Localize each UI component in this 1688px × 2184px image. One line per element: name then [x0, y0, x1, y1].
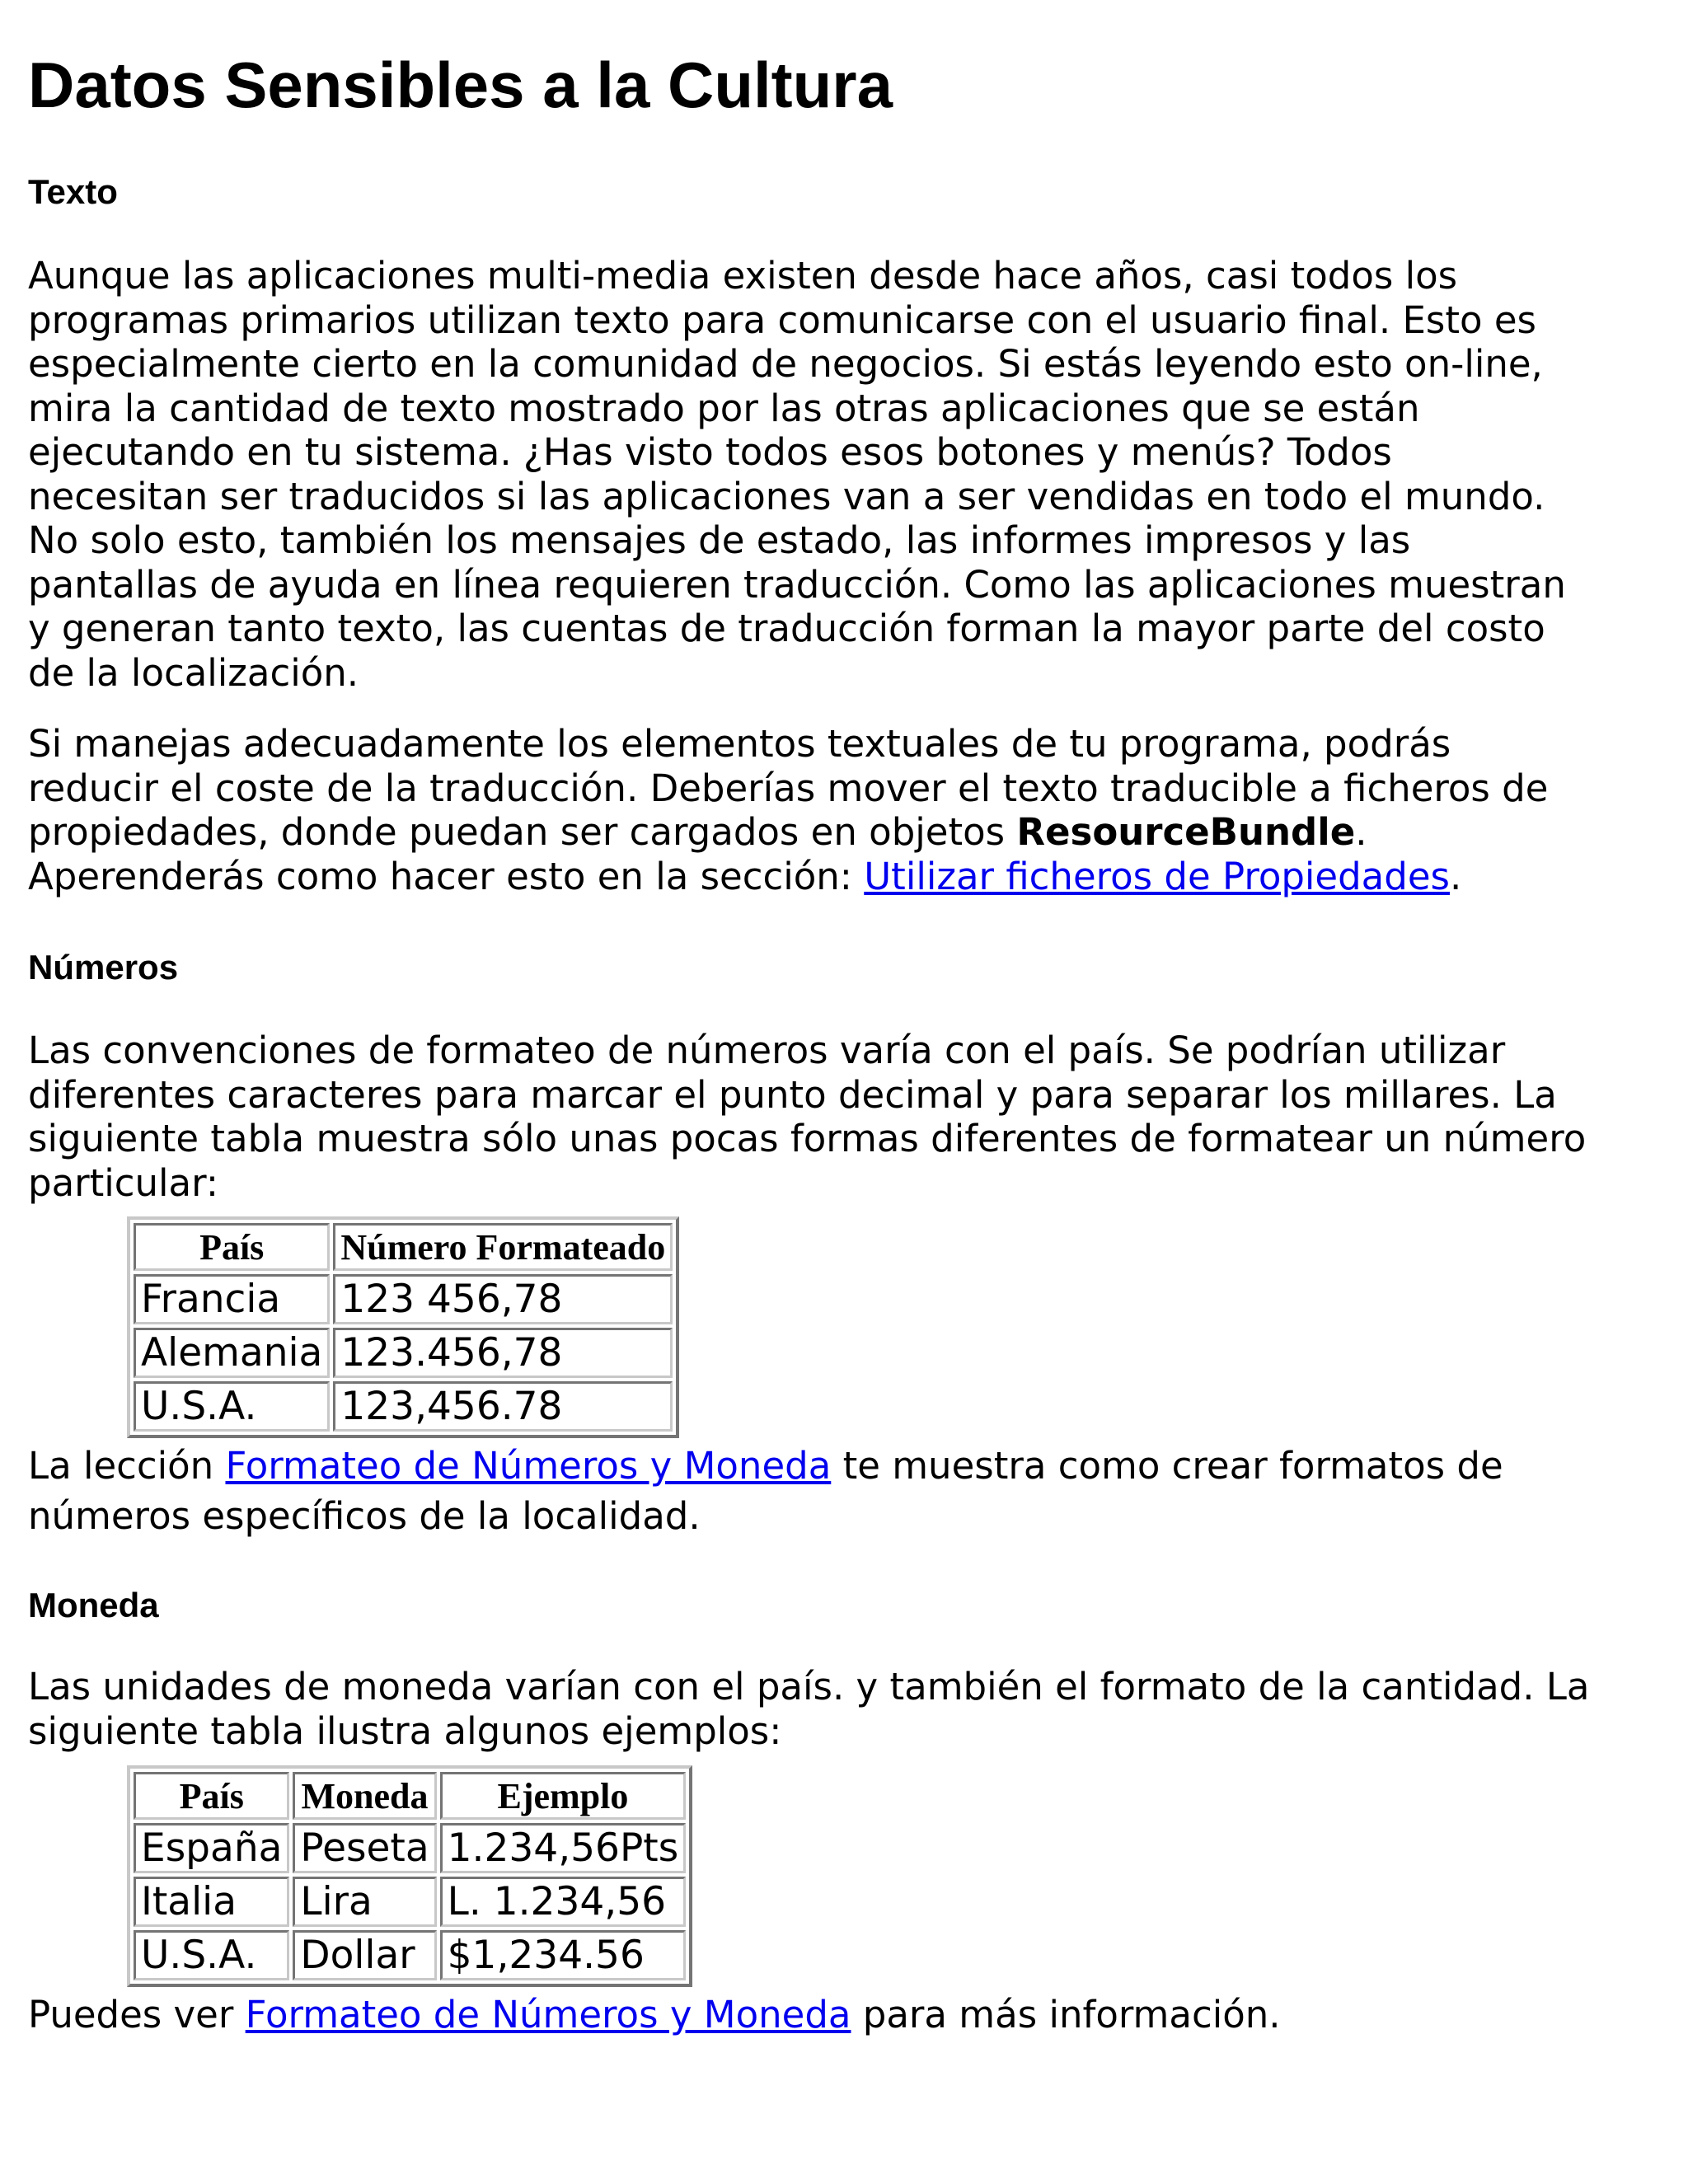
text-segment: Aperenderás como hacer esto en la sección:: [28, 854, 865, 898]
heading-texto: Texto: [28, 172, 118, 211]
text-segment: Puedes ver: [28, 1993, 246, 2036]
heading-moneda: Moneda: [28, 1586, 159, 1624]
resourcebundle-keyword: ResourceBundle: [1016, 810, 1356, 854]
link-formateo-numeros-moneda[interactable]: Formateo de Números y Moneda: [225, 1444, 832, 1488]
column-header-moneda: Moneda: [293, 1772, 436, 1820]
text-line: siguiente tabla ilustra algunos ejemplos:: [28, 1708, 782, 1753]
text-segment: te muestra como crear formatos de: [831, 1444, 1503, 1488]
table-cell: Italia: [134, 1877, 289, 1927]
table-row: [134, 1381, 673, 1432]
text-line: [28, 1441, 1668, 1491]
column-header-pais: País: [134, 1772, 289, 1820]
column-header-numero-formateado: Número Formateado: [333, 1223, 673, 1271]
text-line: [28, 810, 1668, 855]
paragraph-moneda-intro: [28, 1665, 1668, 1753]
table-cell: Alemania: [134, 1328, 330, 1378]
text-segment: .: [1355, 810, 1367, 854]
heading-numeros: Números: [28, 948, 179, 987]
text-line: programas primarios utilizan texto para comunicarse con el usuario final. Esto es: [28, 298, 1536, 342]
table-cell: $1,234.56: [440, 1930, 687, 1980]
paragraph-texto-2: [28, 722, 1668, 898]
number-format-table: [127, 1216, 679, 1438]
table-cell: L. 1.234,56: [440, 1877, 687, 1927]
text-segment: .: [1449, 854, 1462, 898]
table-row: [134, 1823, 686, 1873]
text-line: necesitan ser traducidos si las aplicaciones van a ser vendidas en todo el mundo.: [28, 474, 1545, 518]
table-cell: Peseta: [293, 1823, 436, 1873]
table-cell: 123 456,78: [333, 1274, 673, 1324]
text-line: Las unidades de moneda varían con el país. y también el formato de la cantidad. La: [28, 1665, 1590, 1708]
table-cell: 123,456.78: [333, 1381, 673, 1432]
table-cell: U.S.A.: [134, 1381, 330, 1432]
text-segment: para más información.: [851, 1993, 1281, 2036]
text-line: pantallas de ayuda en línea requieren traducción. Como las aplicaciones muestran: [28, 562, 1566, 607]
page-title: Datos Sensibles a la Cultura: [28, 49, 893, 121]
text-line: No solo esto, también los mensajes de estado, las informes impresos y las: [28, 518, 1411, 562]
text-line: ejecutando en tu sistema. ¿Has visto todos esos botones y menús? Todos: [28, 430, 1392, 474]
text-line: [28, 1993, 1668, 2037]
text-line: números específicos de la localidad.: [28, 1494, 701, 1538]
table-cell: Francia: [134, 1274, 330, 1324]
link-utilizar-ficheros-propiedades[interactable]: Utilizar ficheros de Propiedades: [864, 854, 1450, 898]
text-line: mira la cantidad de texto mostrado por las otras aplicaciones que se están: [28, 386, 1420, 430]
link-formateo-numeros-moneda-2[interactable]: Formateo de Números y Moneda: [245, 1993, 851, 2036]
paragraph-numeros-intro: [28, 1029, 1668, 1205]
currency-table: [127, 1765, 692, 1987]
table-header-row: [134, 1223, 673, 1271]
table-cell: U.S.A.: [134, 1930, 289, 1980]
table-cell: 1.234,56Pts: [440, 1823, 687, 1873]
table-row: [134, 1877, 686, 1927]
text-line: especialmente cierto en la comunidad de negocios. Si estás leyendo esto on-line,: [28, 342, 1543, 386]
table-cell: 123.456,78: [333, 1328, 673, 1378]
table-row: [134, 1328, 673, 1378]
column-header-ejemplo: Ejemplo: [440, 1772, 687, 1820]
paragraph-texto-1: [28, 254, 1668, 695]
column-header-pais: País: [134, 1223, 330, 1271]
text-line: siguiente tabla muestra sólo unas pocas formas diferentes de formatear un número: [28, 1117, 1587, 1160]
text-line: reducir el coste de la traducción. Deberías mover el texto traducible a ficheros de: [28, 766, 1549, 810]
table-cell: Lira: [293, 1877, 436, 1927]
table-header-row: [134, 1772, 686, 1820]
text-line: particular:: [28, 1160, 218, 1205]
text-line: Si manejas adecuadamente los elementos textuales de tu programa, podrás: [28, 722, 1451, 766]
text-segment: La lección: [28, 1444, 226, 1488]
table-row: [134, 1930, 686, 1980]
text-line: Aunque las aplicaciones multi-media existen desde hace años, casi todos los: [28, 254, 1458, 298]
text-line: Las convenciones de formateo de números varía con el país. Se podrían utilizar: [28, 1029, 1506, 1072]
table-row: [134, 1274, 673, 1324]
text-segment: propiedades, donde puedan ser cargados en objetos: [28, 810, 1017, 854]
text-line: de la localización.: [28, 650, 359, 695]
text-line: y generan tanto texto, las cuentas de traducción forman la mayor parte del costo: [28, 607, 1545, 650]
table-cell: España: [134, 1823, 289, 1873]
text-line: diferentes caracteres para marcar el punto decimal y para separar los millares. La: [28, 1072, 1557, 1117]
table-cell: Dollar: [293, 1930, 436, 1980]
paragraph-numeros-after: [28, 1441, 1668, 1541]
text-line: [28, 855, 1668, 899]
paragraph-moneda-after: [28, 1993, 1668, 2037]
